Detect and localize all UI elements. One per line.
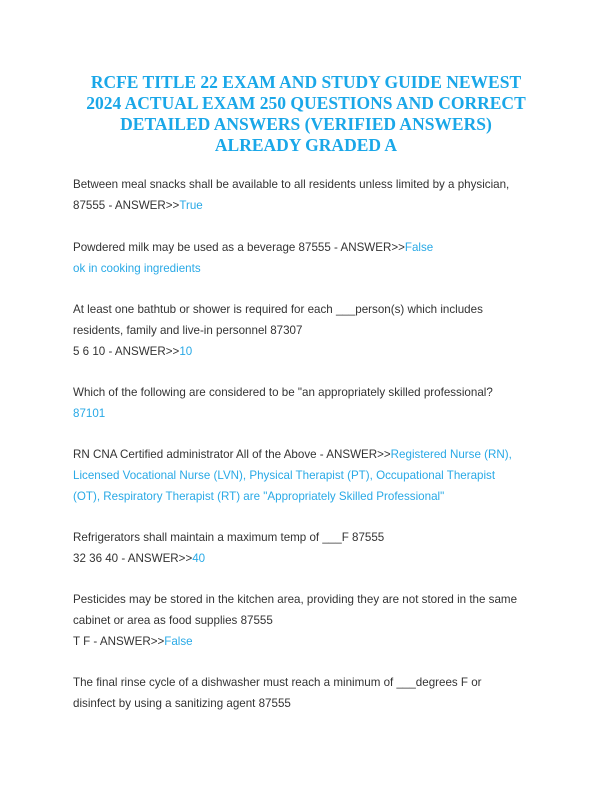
qa-item-dishwasher xyxy=(73,672,553,714)
question-text: Refrigerators shall maintain a maximum temp of ___F 87555 xyxy=(73,531,385,544)
question-text: 5 6 10 - ANSWER>> xyxy=(73,345,180,358)
answer-text: (OT), Respiratory Therapist (RT) are "Appropriately Skilled Professional" xyxy=(73,490,445,503)
question-text: RN CNA Certified administrator All of the Above - ANSWER>> xyxy=(73,448,391,461)
qa-item-refrigerators xyxy=(73,527,553,569)
question-text: T F - ANSWER>> xyxy=(73,635,165,648)
title-line: ALREADY GRADED A xyxy=(214,135,398,155)
question-text: 32 36 40 - ANSWER>> xyxy=(73,552,193,565)
answer-text: ok in cooking ingredients xyxy=(73,262,201,275)
question-text: residents, family and live-in personnel 87307 xyxy=(73,324,303,337)
question-text: cabinet or area as food supplies 87555 xyxy=(73,614,273,627)
question-text: Between meal snacks shall be available to all residents unless limited by a physician, xyxy=(73,178,510,191)
question-text: disinfect by using a sanitizing agent 87555 xyxy=(73,697,291,710)
answer-text: False xyxy=(404,241,434,254)
qa-item-rn-cna xyxy=(73,444,553,507)
qa-item-snacks xyxy=(73,174,553,216)
question-text: Pesticides may be stored in the kitchen area, providing they are not stored in the same xyxy=(73,593,518,606)
answer-text: Licensed Vocational Nurse (LVN), Physical Therapist (PT), Occupational Therapist xyxy=(73,469,496,482)
answer-text: False xyxy=(164,635,193,648)
title-line: RCFE TITLE 22 EXAM AND STUDY GUIDE NEWEST xyxy=(90,72,522,92)
answer-text: 40 xyxy=(192,552,206,565)
answer-text: 10 xyxy=(179,345,193,358)
question-text: The final rinse cycle of a dishwasher must reach a minimum of ___degrees F or xyxy=(73,676,482,689)
qa-item-skilled-professional xyxy=(73,382,553,424)
question-text: 87555 - ANSWER>> xyxy=(73,199,180,212)
title-line: DETAILED ANSWERS (VERIFIED ANSWERS) xyxy=(120,114,492,134)
qa-item-bathtub xyxy=(73,299,553,362)
question-text: Which of the following are considered to be "an appropriately skilled professional? xyxy=(73,386,493,399)
answer-text: True xyxy=(179,199,203,212)
answer-text: 87101 xyxy=(73,407,106,420)
qa-item-powdered-milk xyxy=(73,237,553,279)
document-title xyxy=(60,72,552,156)
title-line: 2024 ACTUAL EXAM 250 QUESTIONS AND CORRECT xyxy=(86,93,526,113)
question-text: At least one bathtub or shower is required for each ___person(s) which includes xyxy=(73,303,483,316)
question-text: Powdered milk may be used as a beverage 87555 - ANSWER>> xyxy=(73,241,405,254)
qa-item-pesticides xyxy=(73,589,553,652)
answer-text: Registered Nurse (RN), xyxy=(390,448,512,461)
